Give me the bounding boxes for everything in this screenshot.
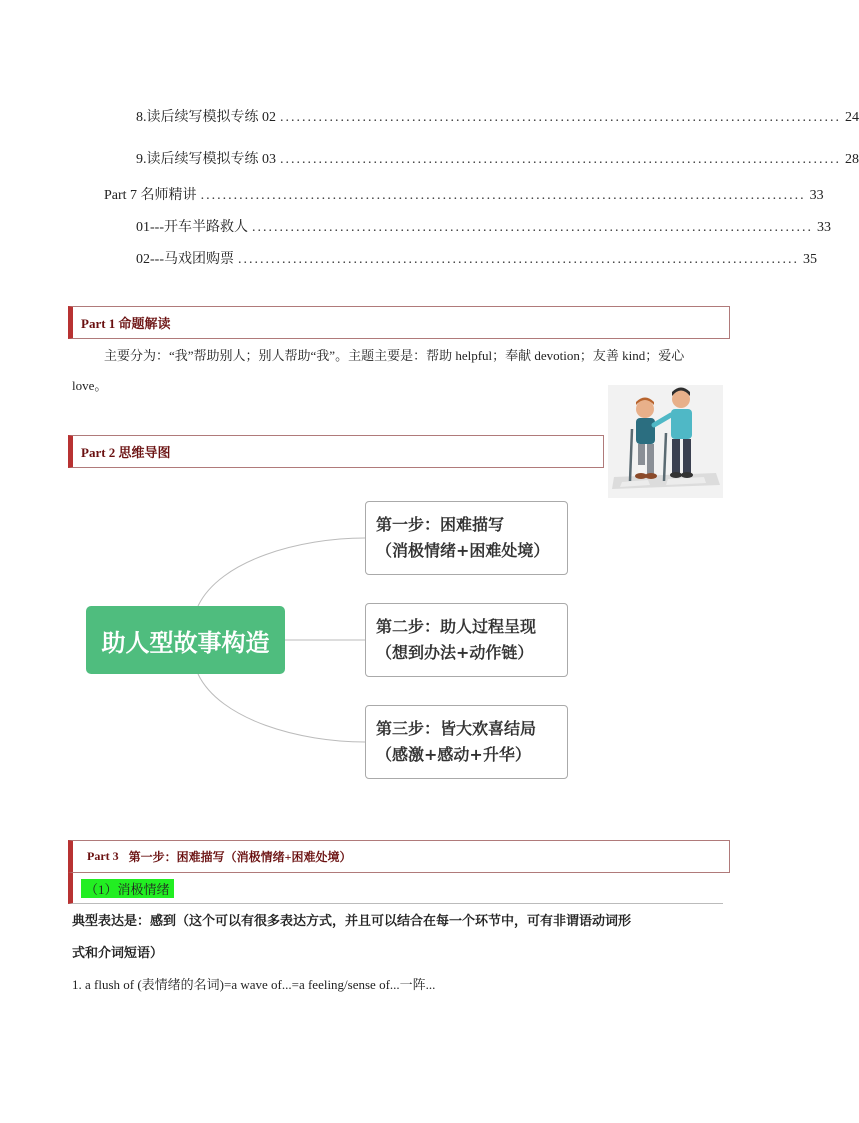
mindmap-step-node[interactable] (365, 501, 568, 575)
toc-page: 33 (809, 188, 824, 203)
step-detail: （感激+感动+升华） (376, 745, 531, 764)
toc-label: 读后续写模拟专练 03 (146, 152, 276, 167)
typical-expression-line2: 式和介词短语） (72, 945, 164, 960)
toc-number: 9. (136, 152, 147, 167)
toc-page: 35 (803, 252, 817, 267)
toc-leader-dots: ...................................................................................................... (238, 252, 799, 267)
toc-number: 8. (136, 110, 147, 125)
mindmap-center-node[interactable]: 助人型故事构造 (86, 606, 285, 674)
negative-emotion-subhead (68, 873, 723, 904)
toc-page: 33 (817, 220, 831, 235)
part3-title: 第一步：困难描写（消极情绪+困难处境） (128, 850, 352, 864)
mindmap-step-node[interactable] (365, 603, 568, 677)
toc-label: 读后续写模拟专练 02 (146, 110, 276, 125)
step-detail: （想到办法+动作链） (376, 643, 534, 662)
mindmap-step-node[interactable] (365, 705, 568, 779)
toc-label: Part 7 名师精讲 (104, 188, 197, 203)
step-title: 第一步：困难描写 (376, 515, 505, 534)
toc-leader-dots: ...................................................................................................... (280, 152, 841, 167)
expression-item-1: 1. a flush of (表情绪的名词)=a wave of...=a feeling/sense of...一阵... (72, 977, 436, 992)
toc-leader-dots: ...................................................................................................... (252, 220, 813, 235)
step-detail: （消极情绪+困难处境） (376, 541, 550, 560)
toc-page: 28 (845, 152, 859, 167)
part1-title: Part 1 命题解读 (81, 316, 171, 331)
part2-title: Part 2 思维导图 (81, 445, 171, 460)
part3-label: Part 3 (87, 849, 119, 863)
step-title: 第三步：皆大欢喜结局 (376, 719, 537, 738)
part1-text-line1: 主要分为：“我”帮助别人；别人帮助“我”。主题主要是：帮助 helpful；奉献 devotion；友善 kind；爱心 (104, 348, 685, 363)
toc-page: 24 (845, 110, 859, 125)
part1-text-line2: love。 (72, 378, 108, 393)
toc-leader-dots: ...................................................................................................... (280, 110, 841, 125)
toc-leader-dots: .............................................................................................................. (200, 188, 806, 203)
step-title: 第二步：助人过程呈现 (376, 617, 537, 636)
toc-label: 01---开车半路救人 (136, 220, 248, 235)
part3-heading (68, 840, 730, 873)
typical-expression-line1: 典型表达是：感到（这个可以有很多表达方式，并且可以结合在每一个环节中，可有非谓语动词形 (72, 913, 632, 928)
toc-label: 02---马戏团购票 (136, 252, 234, 267)
subhead-label: （1）消极情绪 (81, 879, 174, 898)
